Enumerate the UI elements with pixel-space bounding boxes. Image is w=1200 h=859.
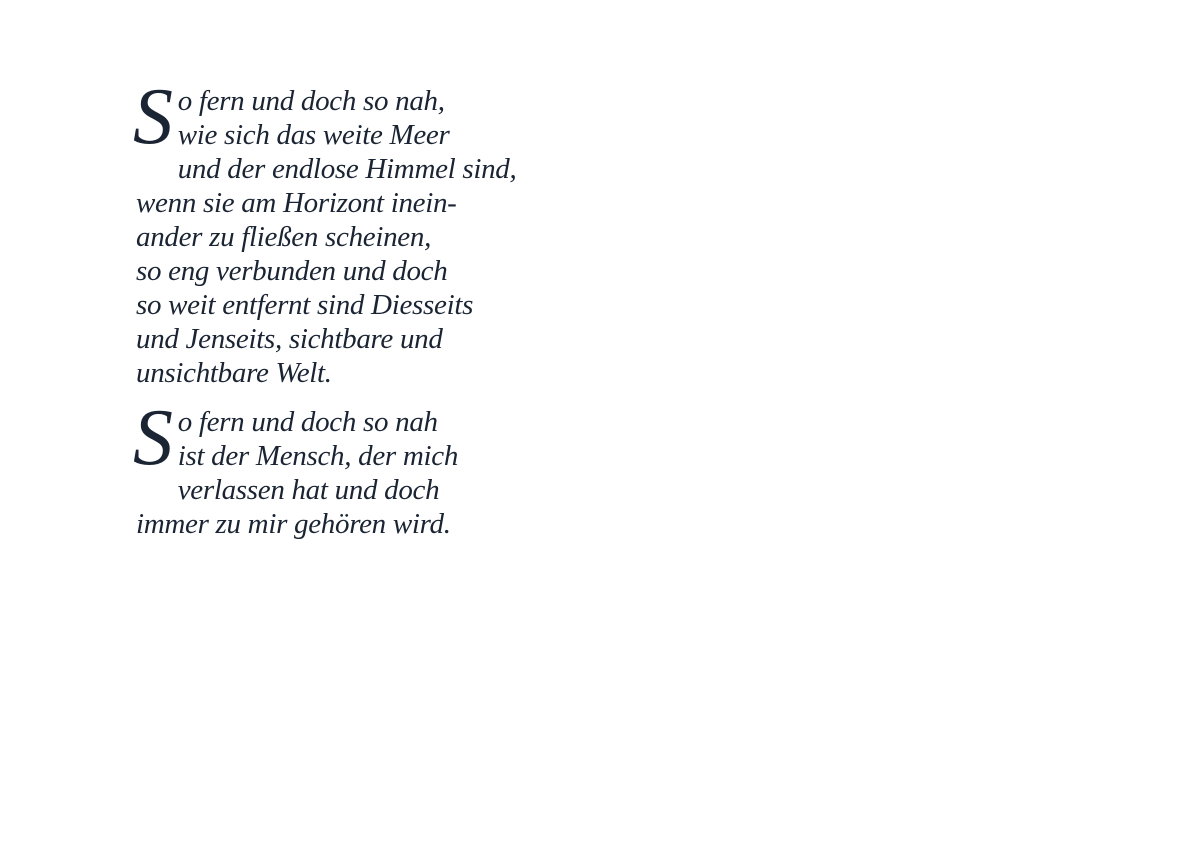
poem-line: so weit entfernt sind Diesseits [136, 289, 474, 321]
poem-text-block [133, 73, 517, 541]
poem-line: ander zu fließen scheinen, [136, 221, 432, 253]
poem-line: verlassen hat und doch [177, 474, 440, 506]
poem-paragraph [133, 73, 517, 390]
poem-line: und der endlose Himmel sind, [177, 153, 517, 185]
poem-line: o fern und doch so nah, [177, 85, 445, 117]
poem-line: o fern und doch so nah [177, 406, 438, 438]
drop-cap: S [133, 73, 173, 161]
poem-line: immer zu mir gehören wird. [136, 508, 451, 540]
poem-line: und Jenseits, sichtbare und [136, 323, 443, 355]
poem-paragraph [133, 394, 466, 541]
drop-cap: S [133, 394, 173, 482]
poem-line: ist der Mensch, der mich [177, 440, 459, 472]
poem-line: wenn sie am Horizont inein- [136, 187, 457, 219]
poem-line: wie sich das weite Meer [177, 119, 450, 151]
poem-line: unsichtbare Welt. [136, 357, 332, 389]
poem-line: so eng verbunden und doch [136, 255, 448, 287]
